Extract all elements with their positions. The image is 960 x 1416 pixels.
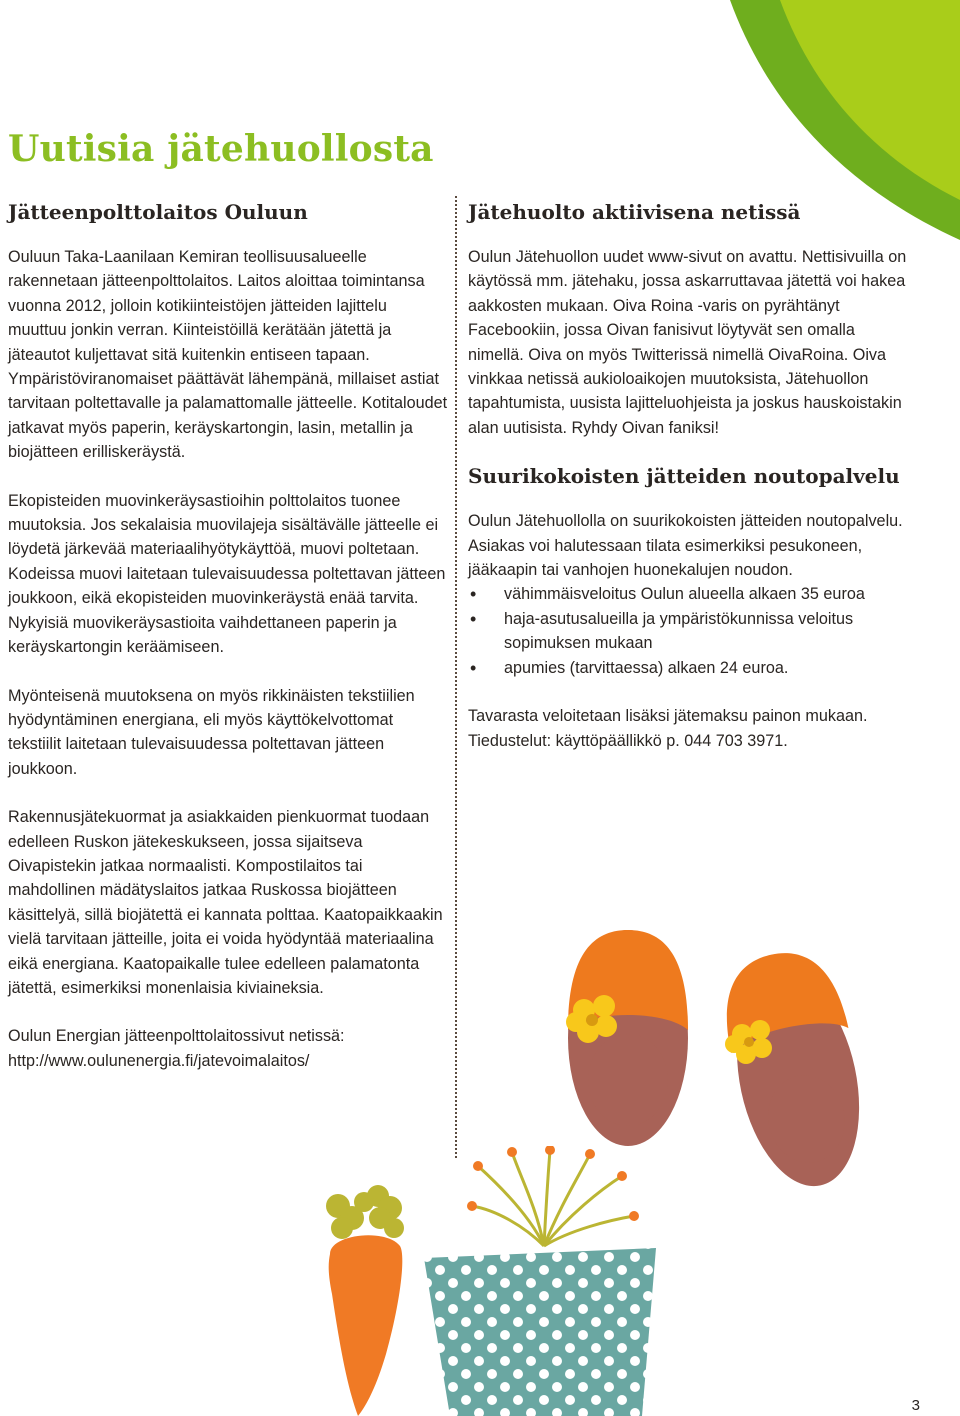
article-paragraph-link: Oulun Energian jätteenpolttolaitossivut netissä: http://www.oulunenergia.fi/jatevoimalaitos/ (8, 1027, 345, 1070)
article-paragraph: Oulun Jätehuollolla on suurikokoisten jätteiden noutopalvelu. Asiakas voi halutessaan tilata esimerkiksi pesukoneen, jääkaapin tai vanhojen huonekalujen noudon. (468, 512, 903, 580)
list-item: • vähimmäisveloitus Oulun alueella alkaen 35 euroa (468, 582, 908, 606)
article-paragraph: Rakennusjätekuormat ja asiakkaiden pienkuormat tuodaan edelleen Ruskon jätekeskukseen, jossa sijaitseva Oivapistekin jatkaa normaalisti. Kompostilaitos tai mahdollinen mädätyslaitos jatkaa Ruskossa biojätteen käsittelyä, sillä biojätettä ei kannata polttaa. Kaatopaikkaakin vielä tarvitaan jätteille, joita ei voida hyödyntää materiaalina eikä energiana. Kaatopaikalle tulee edelleen palamatonta jätettä, esimerkiksi monenlaisia kiviaineksia. (8, 808, 443, 997)
article-heading-bulky-waste: Suurikokoisten jätteiden noutopalvelu (468, 464, 900, 489)
flower-pot-illustration (420, 1146, 670, 1416)
article-paragraph: Myönteisenä muutoksena on myös rikkinäisten tekstiilien hyödyntäminen energiana, eli myös käyttökelvottomat tekstiilit laitetaan tulevaisuudessa poltettavan jätteen joukkoon. (8, 686, 415, 778)
article-paragraph: Ekopisteiden muovinkeräysastioihin polttolaitos tuonee muutoksia. Jos sekalaisia muovilajeja sisältävälle jätteelle ei löydetä järkevää materiaalihyötykäyttöä, muovi poltetaan. Kodeissa muovi laitetaan tulevaisuudessa poltettavan jätteen joukkoon, eikä ekopisteiden muovinkeräystä enää tarvita. Nykyisiä muovikeräysastioita vaihdettaneen paperin ja keräyskartongin keräämiseen. (8, 491, 446, 657)
pot-body (424, 1248, 656, 1416)
article-paragraph: Tavarasta veloitetaan lisäksi jätemaksu painon mukaan. Tiedustelut: käyttöpäällikkö p. 044 703 3971. (468, 707, 868, 750)
list-item: • apumies (tarvittaessa) alkaen 24 euroa. (468, 656, 908, 680)
pricing-list (468, 582, 908, 680)
article-paragraph: Oulun Jätehuollon uudet www-sivut on avattu. Nettisivuilla on käytössä mm. jätehaku, jossa askarruttavaa jätettä voi hakea aakkosten mukaan. Oiva Roina -varis on pyrähtänyt Facebookiin, jossa Oivan fanisivut löytyvät sen omalla nimellä. Oiva on myös Twitterissä nimellä OivaRoina. Oiva vinkkaa netissä aukioloaikojen muutoksista, Jätehuollon tapahtumista, uusista lajitteluohjeista ja joskus hauskoistakin alan uutisista. Ryhdy Oivan faniksi! (468, 248, 907, 437)
carrot-illustration (316, 1184, 416, 1416)
article-heading-online: Jätehuolto aktiivisena netissä (468, 200, 801, 224)
slipper-front (713, 942, 879, 1190)
page-title: Uutisia jätehuollosta (8, 128, 434, 170)
article-heading-incineration-plant: Jätteenpolttolaitos Ouluun (8, 200, 308, 224)
column-divider (455, 196, 457, 1158)
right-column (468, 200, 908, 777)
article-paragraph: Ouluun Taka-Laanilaan Kemiran teollisuusalueelle rakennetaan jätteenpolttolaitos. Laitos aloittaa toimintansa vuonna 2012, jolloin kotikiinteistöjen jätteiden lajittelu muuttuu jonkin verran. Kiinteistöillä kerätään jätettä ja jäteautot kuljettavat sitä kuitenkin entiseen tapaan. Ympäristöviranomaiset päättävät lähempänä, millaiset astiat tarvitaan poltettavalle ja palamattomalle jätteelle. Kotitaloudet jatkavat myös paperin, keräyskartongin, lasin, metallin ja biojätteen erilliskeräystä. (8, 248, 448, 462)
list-item: • haja-asutusalueilla ja ympäristökunnissa veloitus sopimuksen mukaan (468, 607, 908, 656)
page-number: 3 (911, 1397, 920, 1414)
left-column (8, 200, 448, 1097)
